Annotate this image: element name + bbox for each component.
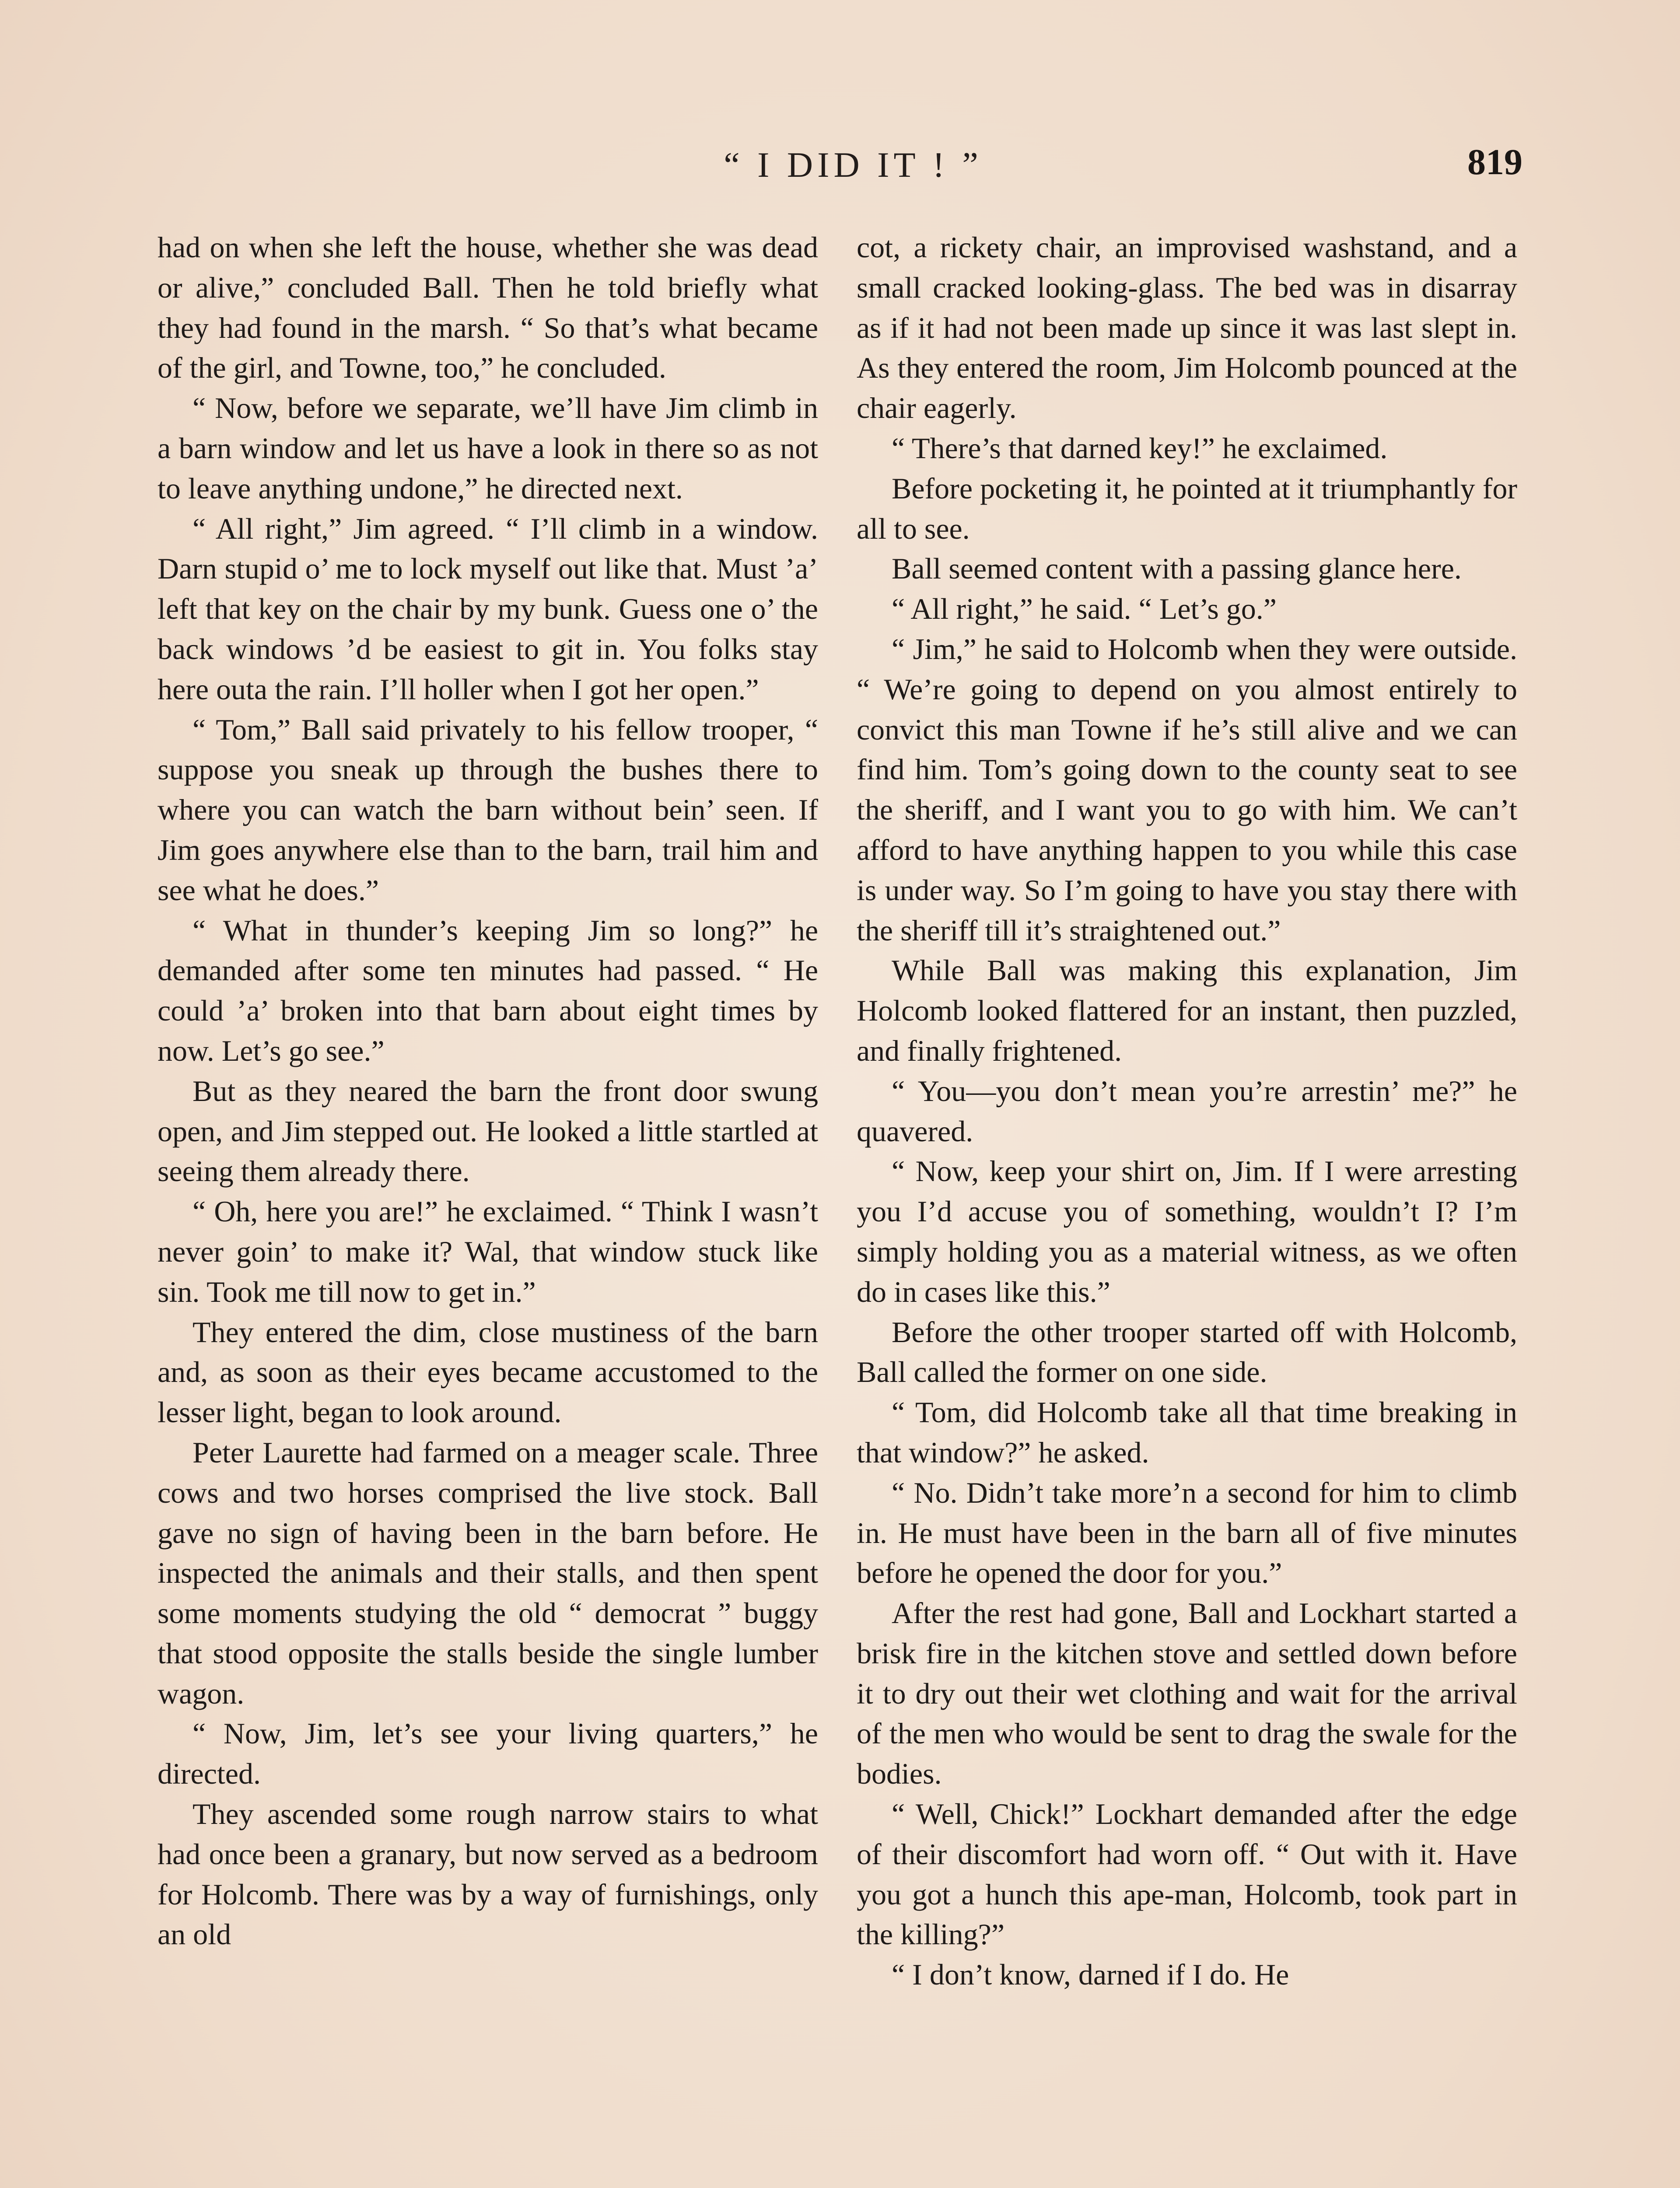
paragraph: Before the other trooper started off with Holcomb, Ball called the former on one side.: [857, 1315, 1517, 1389]
paragraph: “ There’s that darned key!” he exclaimed.: [892, 431, 1388, 465]
paragraph: “ Now, Jim, let’s see your living quarters,” he directed.: [158, 1717, 818, 1791]
paragraph: Ball seemed content with a passing glance here.: [892, 552, 1462, 586]
paragraph: “ Tom, did Holcomb take all that time breaking in that window?” he asked.: [857, 1396, 1517, 1469]
paragraph: cot, a rickety chair, an improvised washstand, and a small cracked looking-glass. The bed was in disarray as if it had not been made up since it was last slept in. As they entered the room, Jim Holcomb pounced at the chair eagerly.: [857, 231, 1517, 425]
paragraph: “ I don’t know, darned if I do. He: [892, 1958, 1289, 1992]
paragraph: “ You—you don’t mean you’re arrestin’ me?” he quavered.: [857, 1074, 1517, 1148]
paragraph: “ What in thunder’s keeping Jim so long?” he demanded after some ten minutes had passed. “ He could ’a’ broken into that barn about eight times by now. Let’s go see.”: [158, 913, 818, 1067]
paragraph: “ No. Didn’t take more’n a second for him to climb in. He must have been in the barn all of five minutes before he opened the door for you.”: [857, 1476, 1517, 1590]
paragraph: While Ball was making this explanation, Jim Holcomb looked flattered for an instant, then puzzled, and finally frightened.: [857, 954, 1517, 1067]
paragraph: “ All right,” he said. “ Let’s go.”: [892, 592, 1277, 626]
paragraph: had on when she left the house, whether she was dead or alive,” concluded Ball. Then he told briefly what they had found in the marsh. “ So that’s what became of the girl, and Towne, too,” he concluded.: [158, 231, 818, 385]
right-column: [857, 228, 1517, 1995]
page-number: 819: [1467, 142, 1522, 182]
paragraph: “ Now, keep your shirt on, Jim. If I were arresting you I’d accuse you of something, wouldn’t I? I’m simply holding you as a material witness, as we often do in cases like this.”: [857, 1154, 1517, 1308]
left-column: [158, 228, 818, 1955]
paragraph: Peter Laurette had farmed on a meager scale. Three cows and two horses comprised the live stock. Ball gave no sign of having been in the barn before. He inspected the animals and their stalls, and then spent some moments studying the old “ democrat ” buggy that stood opposite the stalls beside the single lumber wagon.: [158, 1435, 818, 1710]
paragraph: “ All right,” Jim agreed. “ I’ll climb in a window. Darn stupid o’ me to lock myself out like that. Must ’a’ left that key on the chair by my bunk. Guess one o’ the back windows ’d be easiest to git in. You folks stay here outa the rain. I’ll holler when I got her open.”: [158, 512, 818, 706]
paragraph: They entered the dim, close mustiness of the barn and, as soon as their eyes became accustomed to the lesser light, began to look around.: [158, 1315, 818, 1429]
paragraph: “ Now, before we separate, we’ll have Jim climb in a barn window and let us have a look in there so as not to leave anything undone,” he directed next.: [158, 391, 818, 505]
paragraph: But as they neared the barn the front door swung open, and Jim stepped out. He looked a little startled at seeing them already there.: [158, 1074, 818, 1188]
paragraph: After the rest had gone, Ball and Lockhart started a brisk fire in the kitchen stove and settled down before it to dry out their wet clothing and wait for the arrival of the men who would be sent to drag the swale for the bodies.: [857, 1596, 1517, 1791]
paragraph: “ Jim,” he said to Holcomb when they were outside. “ We’re going to depend on you almost entirely to convict this man Towne if he’s still alive and we can find him. Tom’s going down to the county seat to see the sheriff, and I want you to go with him. We can’t afford to have anything happen to you while this case is under way. So I’m going to have you stay there with the sheriff till it’s straightened out.”: [857, 632, 1517, 947]
paragraph: Before pocketing it, he pointed at it triumphantly for all to see.: [857, 471, 1517, 545]
paragraph: “ Well, Chick!” Lockhart demanded after the edge of their discomfort had worn off. “ Out with it. Have you got a hunch this ape-man, Holcomb, took part in the killing?”: [857, 1797, 1517, 1951]
paragraph: “ Oh, here you are!” he exclaimed. “ Think I wasn’t never goin’ to make it? Wal, that window stuck like sin. Took me till now to get in.”: [158, 1195, 818, 1308]
paragraph: They ascended some rough narrow stairs to what had once been a granary, but now served as a bedroom for Holcomb. There was by a way of furnishings, only an old: [158, 1797, 818, 1951]
paragraph: “ Tom,” Ball said privately to his fellow trooper, “ suppose you sneak up through the bushes there to where you can watch the barn without bein’ seen. If Jim goes anywhere else than to the barn, trail him and see what he does.”: [158, 712, 818, 907]
running-head-title: “ I DID IT ! ”: [724, 145, 983, 185]
